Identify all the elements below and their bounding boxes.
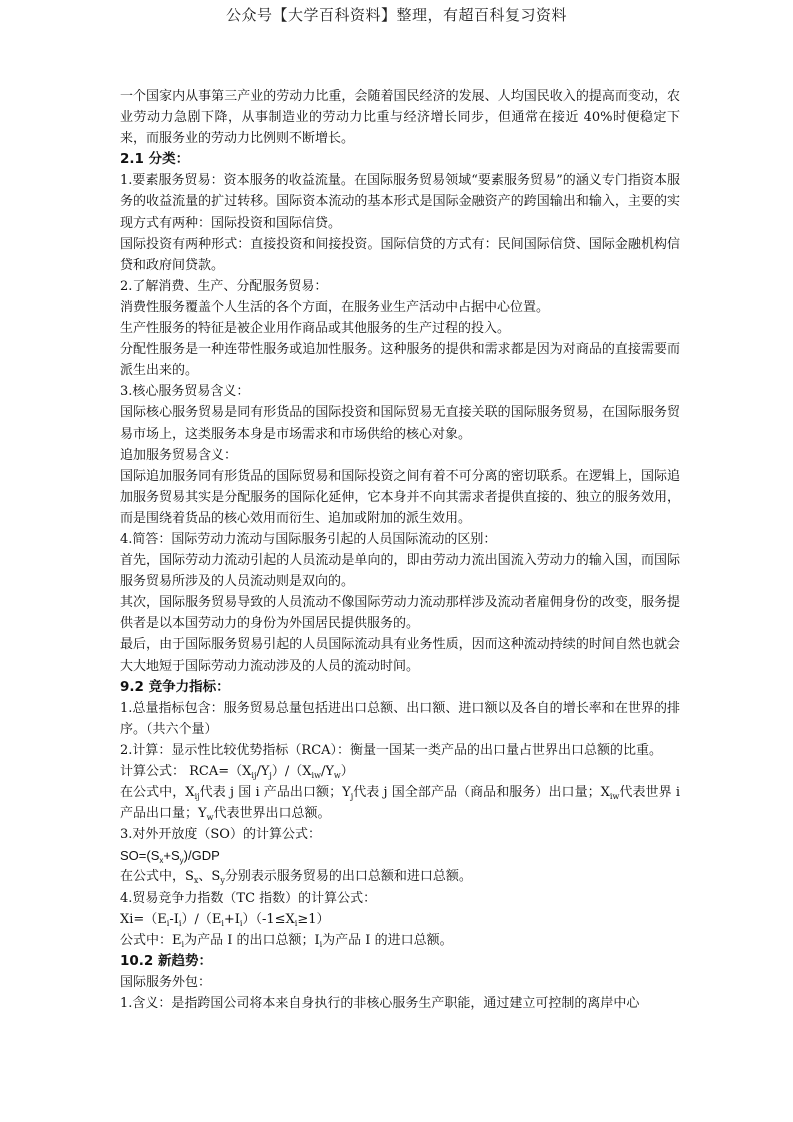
paragraph-difference-second: 其次，国际服务贸易导致的人员流动不像国际劳动力流动那样涉及流动者雇佣身份的改变，服务提供者是以本国劳动力的身份为外国居民提供服务的。 [120,595,680,632]
page-header: 公众号【大学百科资料】整理，有超百科复习资料 [225,6,567,24]
paragraph-total-indicators: 1.总量指标包含：服务贸易总量包括进出口总额、出口额、进口额以及各自的增长率和在世界的排序。（共六个量） [120,700,680,737]
document-body [120,86,680,1014]
heading-classification: 2.1 分类： [120,151,190,168]
paragraph-investment-forms: 国际投资有两种形式：直接投资和间接投资。国际信贷的方式有：民间国际信贷、国际金融机构信贷和政府间贷款。 [120,236,680,273]
paragraph-difference-title: 4.简答：国际劳动力流动与国际服务引起的人员国际流动的区别： [120,531,497,547]
paragraph-additional-title: 追加服务贸易含义： [120,447,238,463]
paragraph-producer-services: 生产性服务的特征是被企业用作商品或其他服务的生产过程的投入。 [120,321,511,337]
paragraph-distribution-services: 分配性服务是一种连带性服务或追加性服务。这种服务的提供和需求都是因为对商品的直接需要而派生出来的。 [120,342,680,379]
paragraph-factor-services: 1.要素服务贸易：资本服务的收益流量。在国际服务贸易领域“要素服务贸易”的涵义专门指资本服务的收益流量的扩过转移。国际资本流动的基本形式是国际金融资产的跨国输出和输入，主要的实现方式有两种：国际投资和国际信贷。 [120,173,680,231]
formula-rca: 计算公式： $RCA=(X_{ij}/Y_j)/(X_{iw}/Y_w)$ [120,764,354,780]
paragraph-outsourcing-title: 国际服务外包： [120,974,212,990]
formula-so-explanation: 在公式中，$S_x$、$S_y$分别表示服务贸易的出口总额和进口总额。 [120,869,472,886]
paragraph-core-definition: 国际核心服务贸易是同有形货品的国际投资和国际贸易无直接关联的国际服务贸易，在国际服务贸易市场上，这类服务本身是市场需求和市场供给的核心对象。 [120,405,680,442]
paragraph-consumption-title: 2.了解消费、生产、分配服务贸易： [120,278,328,294]
paragraph-consumer-services: 消费性服务覆盖个人生活的各个方面，在服务业生产活动中占据中心位置。 [120,299,550,315]
paragraph-difference-first: 首先，国际劳动力流动引起的人员流动是单向的，即由劳动力流出国流入劳动力的输入国，而国际服务贸易所涉及的人员流动则是双向的。 [120,553,680,590]
formula-tc: $Xi=(E_i-I_i)/(E_i+I_i)(-1\le X_i\ge 1)$ [120,911,330,928]
paragraph-labor-share: 一个国家内从事第三产业的劳动力比重，会随着国民经济的发展、人均国民收入的提高而变动，农业劳动力急剧下降，从事制造业的劳动力比重与经济增长同步，但通常在接近 40%时便稳定下来，而服务业的劳动力比例则不断增长。 [120,89,680,147]
paragraph-additional-definition: 国际追加服务同有形货品的国际贸易和国际投资之间有着不可分离的密切联系。在逻辑上，国际追加服务贸易其实是分配服务的国际化延伸，它本身并不向其需求者提供直接的、独立的服务效用，而是围绕着货品的核心效用而衍生、追加或附加的派生效用。 [120,468,680,526]
heading-new-trends: 10.2 新趋势： [120,952,213,969]
paragraph-tc-title: 4.贸易竞争力指数（TC 指数）的计算公式： [120,890,377,906]
paragraph-difference-last: 最后，由于国际服务贸易引起的人员国际流动具有业务性质，因而这种流动持续的时间自然也就会大大地短于国际劳动力流动涉及的人员的流动时间。 [120,637,680,674]
formula-tc-explanation: 公式中：$E_i$为产品 I 的出口总额；$I_i$为产品 I 的进口总额。 [120,932,453,949]
formula-rca-explanation: 在公式中，$X_{ij}$代表 j 国 i 产品出口额；$Y_j$代表 j 国全部产品（商品和服务）出口量；$X_{iw}$代表世界 i 产品出口量；$Y_w$代表世界出口总额。 [120,785,680,823]
paragraph-rca-definition: 2.计算：显示性比较优势指标（RCA）：衡量一国某一类产品的出口量占世界出口总额的比重。 [120,742,663,758]
heading-competitiveness: 9.2 竞争力指标： [120,678,230,695]
paragraph-so-title: 3.对外开放度（SO）的计算公式： [120,827,321,843]
paragraph-outsourcing-definition: 1.含义：是指跨国公司将本来自身执行的非核心服务生产职能，通过建立可控制的离岸中心 [120,996,640,1012]
paragraph-core-title: 3.核心服务贸易含义： [120,384,250,400]
formula-so: $SO=(S_x+S_y)$/GDP [120,848,220,866]
